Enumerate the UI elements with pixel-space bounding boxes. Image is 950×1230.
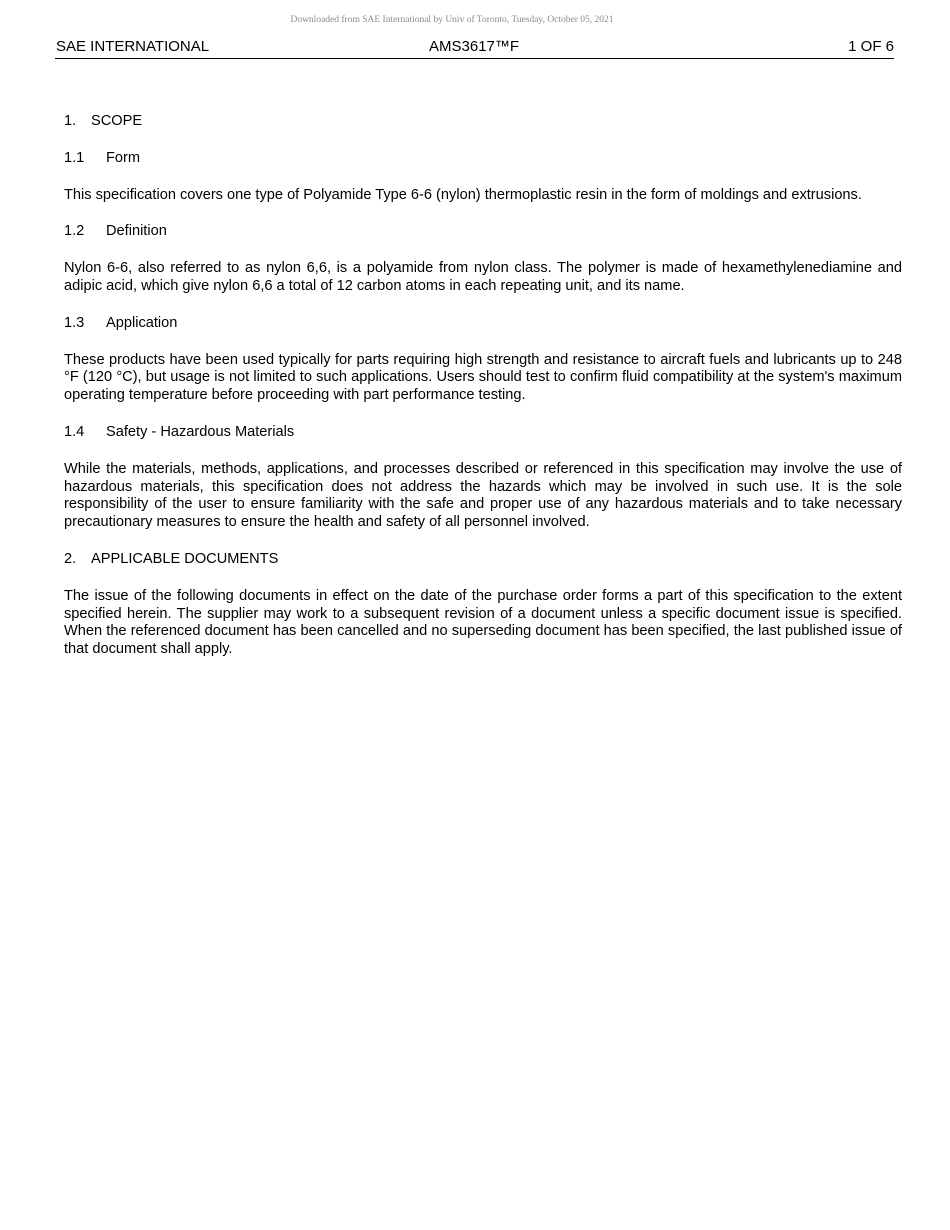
header-org: SAE INTERNATIONAL xyxy=(56,38,210,55)
section-heading-safety xyxy=(64,424,902,442)
section-heading-scope xyxy=(64,113,902,131)
section-heading-definition xyxy=(64,223,902,241)
page-header xyxy=(55,38,894,59)
section-heading-applicable-documents xyxy=(64,551,902,569)
section-title: SCOPE xyxy=(91,113,143,129)
paragraph-safety: While the materials, methods, applications, and processes described or referenced in this specification may involve the use of hazardous materials, this specification does not address the hazards which may be involved in such use. It is the sole responsibility of the user to ensure familiarity with the safe and proper use of any hazardous materials and to take necessary precautionary measures to ensure the health and safety of all personnel involved. xyxy=(64,460,902,531)
paragraph-definition: Nylon 6-6, also referred to as nylon 6,6, is a polyamide from nylon class. The polymer is made of hexamethylenediamine and adipic acid, which give nylon 6,6 a total of 12 carbon atoms in each repeating unit, and its name. xyxy=(64,260,902,294)
section-heading-application xyxy=(64,315,902,333)
section-number: 1.2 xyxy=(64,223,85,240)
section-title: Form xyxy=(106,149,141,166)
section-number: 1.4 xyxy=(64,423,85,440)
section-title: APPLICABLE DOCUMENTS xyxy=(91,550,279,567)
paragraph-form: This specification covers one type of Polyamide Type 6-6 (nylon) thermoplastic resin in the form of moldings and extrusions. xyxy=(64,186,862,203)
section-number: 1.1 xyxy=(64,149,85,166)
paragraph-applicable-documents: The issue of the following documents in effect on the date of the purchase order forms a part of this specification to the extent specified herein. The supplier may work to a subsequent revision of a document unless a specific document issue is specified. When the referenced document has been cancelled and no superseding document has been specified, the last published issue of that document shall apply. xyxy=(64,587,902,658)
section-number: 1.3 xyxy=(64,314,85,331)
section-heading-form xyxy=(64,150,902,168)
header-doc-id: AMS3617™F xyxy=(429,38,520,55)
document-body xyxy=(64,113,902,678)
section-number: 1. xyxy=(64,113,77,129)
section-title: Application xyxy=(106,314,178,331)
download-watermark: Downloaded from SAE International by Univ of Toronto, Tuesday, October 05, 2021 xyxy=(290,15,614,25)
section-title: Safety - Hazardous Materials xyxy=(106,423,295,440)
header-page-number: 1 OF 6 xyxy=(848,38,894,55)
section-number: 2. xyxy=(64,550,77,567)
paragraph-application: These products have been used typically for parts requiring high strength and resistance to aircraft fuels and lubricants up to 248 °F (120 °C), but usage is not limited to such applications. Users should test to confirm fluid compatibility at the system's maximum operating temperature before proceeding with part performance testing. xyxy=(64,351,902,404)
section-title: Definition xyxy=(106,223,167,240)
